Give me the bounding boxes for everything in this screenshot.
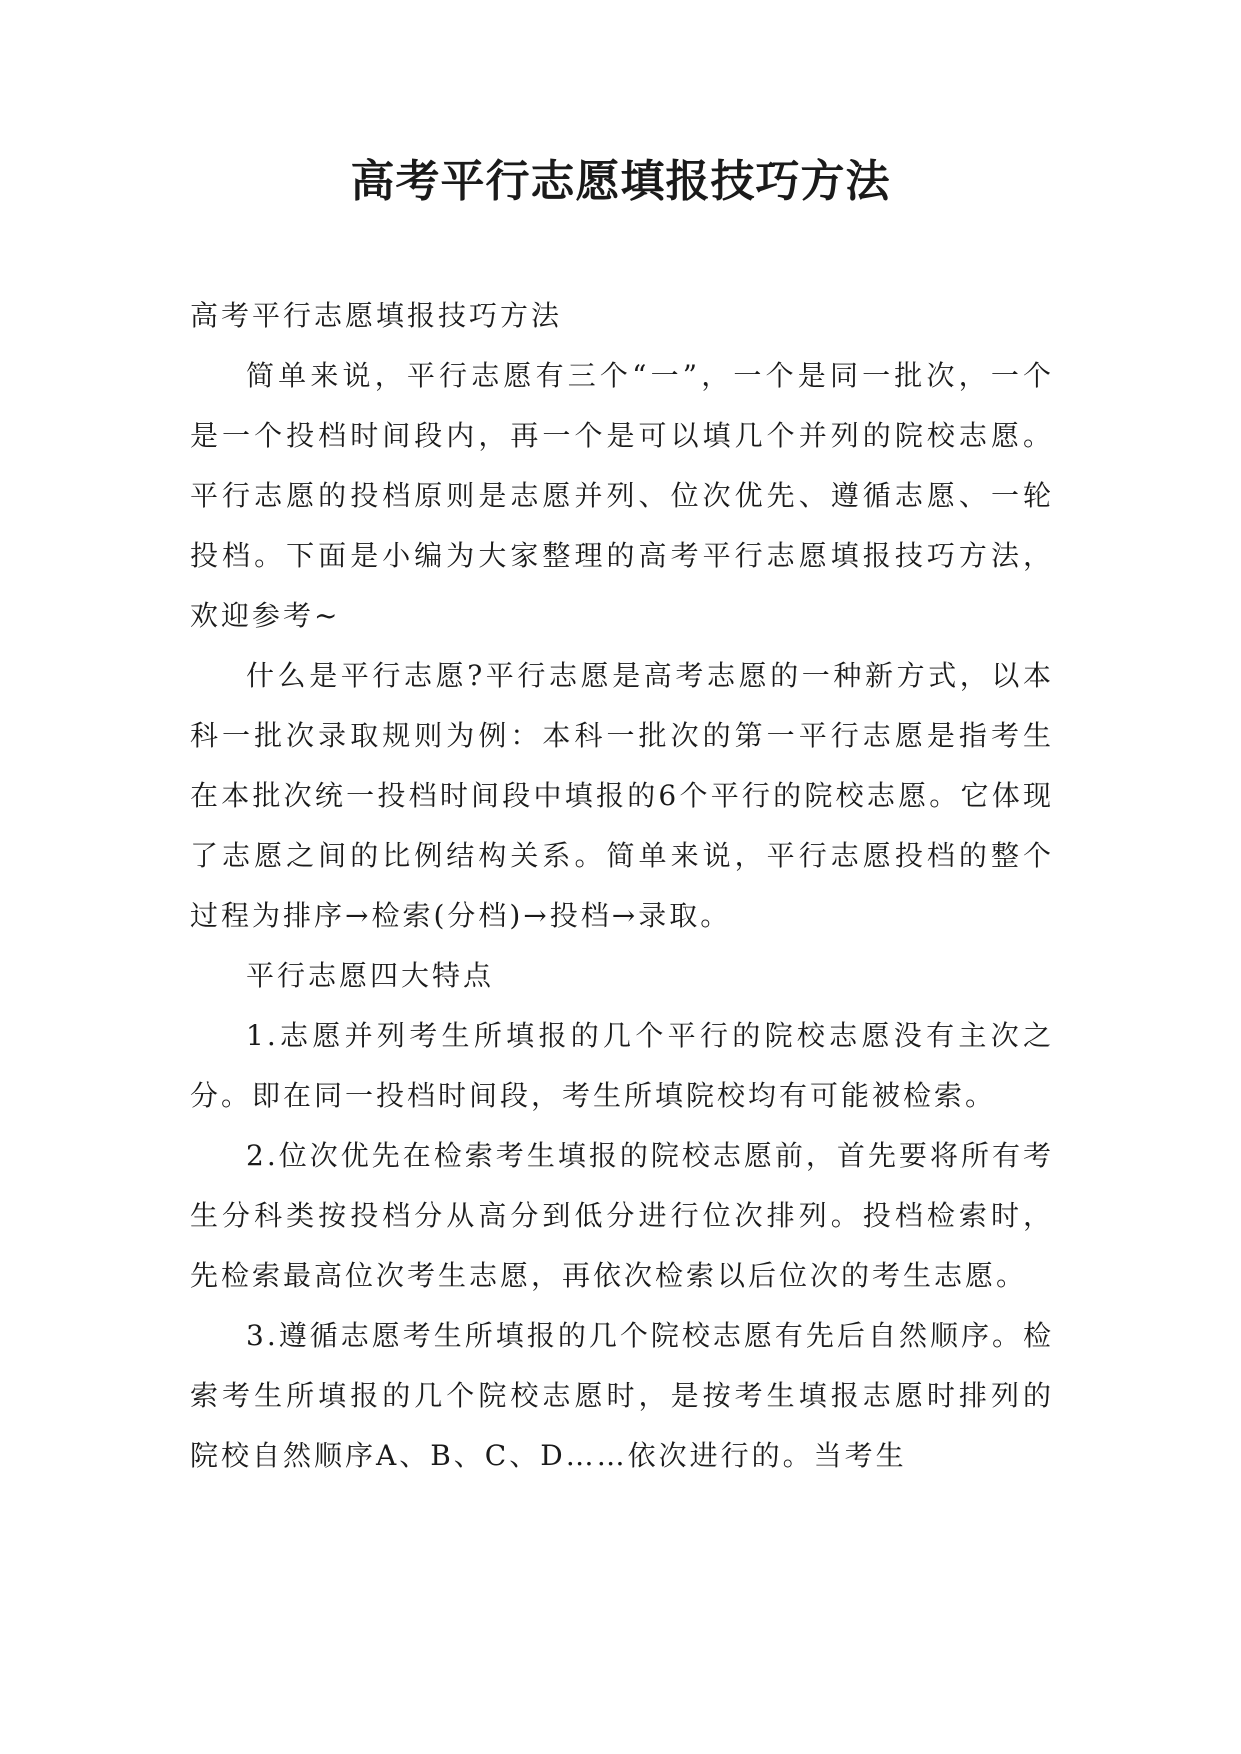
definition-paragraph: 什么是平行志愿?平行志愿是高考志愿的一种新方式，以本科一批次录取规则为例：本科一批次的第一平行志愿是指考生在本批次统一投档时间段中填报的6个平行的院校志愿。它体现了志愿之间的比例结构关系。简单来说，平行志愿投档的整个过程为排序→检索(分档)→投档→录取。 <box>190 659 1054 932</box>
feature-paragraph-3: 3.遵循志愿考生所填报的几个院校志愿有先后自然顺序。检索考生所填报的几个院校志愿时，是按考生填报志愿时排列的院校自然顺序A、B、C、D……依次进行的。当考生 <box>190 1319 1054 1472</box>
document-body <box>190 286 1054 1486</box>
document-title: 高考平行志愿填报技巧方法 <box>350 156 891 207</box>
feature-paragraph-1: 1.志愿并列考生所填报的几个平行的院校志愿没有主次之分。即在同一投档时间段，考生所填院校均有可能被检索。 <box>190 1019 1054 1112</box>
section-heading-features: 平行志愿四大特点 <box>246 959 495 992</box>
feature-paragraph-2: 2.位次优先在检索考生填报的院校志愿前，首先要将所有考生分科类按投档分从高分到低分进行位次排列。投档检索时，先检索最高位次考生志愿，再依次检索以后位次的考生志愿。 <box>190 1139 1054 1292</box>
intro-paragraph: 简单来说，平行志愿有三个“一”，一个是同一批次，一个是一个投档时间段内，再一个是可以填几个并列的院校志愿。平行志愿的投档原则是志愿并列、位次优先、遵循志愿、一轮投档。下面是小编为大家整理的高考平行志愿填报技巧方法，欢迎参考~ <box>190 359 1054 632</box>
subtitle-paragraph: 高考平行志愿填报技巧方法 <box>190 299 563 332</box>
